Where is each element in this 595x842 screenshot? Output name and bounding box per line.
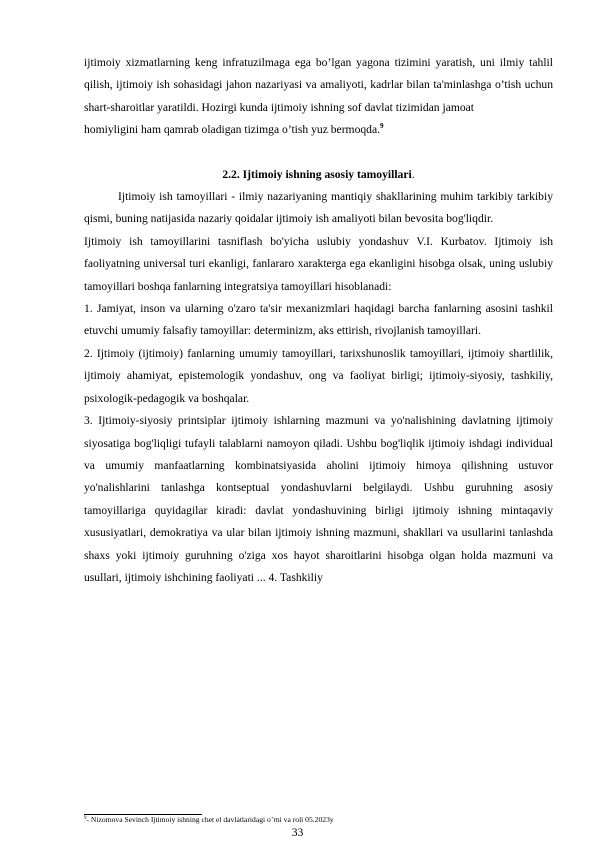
section-title-dot: . xyxy=(411,167,415,181)
paragraph-4: Ijtimoiy ish tamoyillarini tasniflash bo'yicha uslubiy yondashuv V.I. Kurbatov. Ijtimoiy ish faoliyatning universal turi ekanligi, fanlararo xarakterga ega ekanligini hisobga olsak, uning uslubiy tamoyillari boshqa fanlarning integratsiya tamoyillari hisoblanadi: xyxy=(84,234,553,293)
footnote xyxy=(84,815,334,825)
paragraph-2-text: homiyligini ham qamrab oladigan tizimga o’tish yuz bermoqda. xyxy=(84,123,381,137)
paragraph-2 xyxy=(84,119,553,141)
footnote-text: - Nizomova Sevinch Ijtimoiy ishning chet el davlatlaridagi o’rni va roli 05.2023y xyxy=(86,815,334,824)
section-title-text: 2.2. Ijtimoiy ishning asosiy tamoyillari xyxy=(222,167,412,181)
page-number: 33 xyxy=(291,826,304,839)
footnote-marker: 9 xyxy=(84,816,87,821)
section-title xyxy=(84,164,553,186)
paragraph-5: 1. Jamiyat, inson va ularning o'zaro ta'sir mexanizmlari haqidagi barcha fanlarning asosini tashkil etuvchi umumiy falsafiy tamoyillar: determinizm, aks ettirish, rivojlanish tamoyillari. xyxy=(84,302,553,338)
document-body xyxy=(84,52,553,589)
paragraph-7: 3. Ijtimoiy-siyosiy printsiplar ijtimoiy ishlarning mazmuni va yo'nalishining davlatning ijtimoiy siyosatiga bog'liqligi tufayli talablarni namoyon qiladi. Ushbu bog'liqlik ijtimoiy ishdagi individual va umumiy manfaatlarning kombinatsiyasida aholini ijtimoiy himoya qilishning ustuvor yo'nalishlarini tanlashga kontseptual yondashuvlarni belgilaydi. Ushbu guruhning asosiy tamoyillariga quyidagilar kiradi: davlat yondashuvining birligi ijtimoiy ishning mintaqaviy xususiyatlari, demokratiya va ular bilan ijtimoiy ishning mazmuni, shakllari va usullarini tanlashda shaxs yoki ijtimoiy guruhning o'ziga xos hayot sharoitlarini hisobga olgan holda mazmuni va usullari, ijtimoiy ishchining faoliyati ... 4. Tashkiliy xyxy=(84,414,553,584)
footnote-reference: 9 xyxy=(380,122,384,131)
paragraph-1: ijtimoiy xizmatlarning keng infratuzilmaga ega bo’lgan yagona tizimini yaratish, uni ilmiy tahlil qilish, ijtimoiy ish sohasidagi jahon nazariyasi va amaliyoti, kadrlar bilan ta'minlashga o’tish uchun shart-sharoitlar yaratildi. Hozirgi kunda ijtimoiy ishning sof davlat tizimidan jamoat xyxy=(84,56,553,114)
paragraph-3: Ijtimoiy ish tamoyillari - ilmiy nazariyaning mantiqiy shakllarining muhim tarkibiy tarkibiy qismi, buning natijasida nazariy qoidalar ijtimoiy ish amaliyoti bilan bevosita bog'liqdir. xyxy=(84,190,553,226)
paragraph-6: 2. Ijtimoiy (ijtimoiy) fanlarning umumiy tamoyillari, tarixshunoslik tamoyillari, ijtimoiy shartlilik, ijtimoiy ahamiyat, epistemologik yondashuv, ong va faoliyat birligi; ijtimoiy-siyosiy, tashkiliy, psixologik-pedagogik va boshqalar. xyxy=(84,346,553,405)
